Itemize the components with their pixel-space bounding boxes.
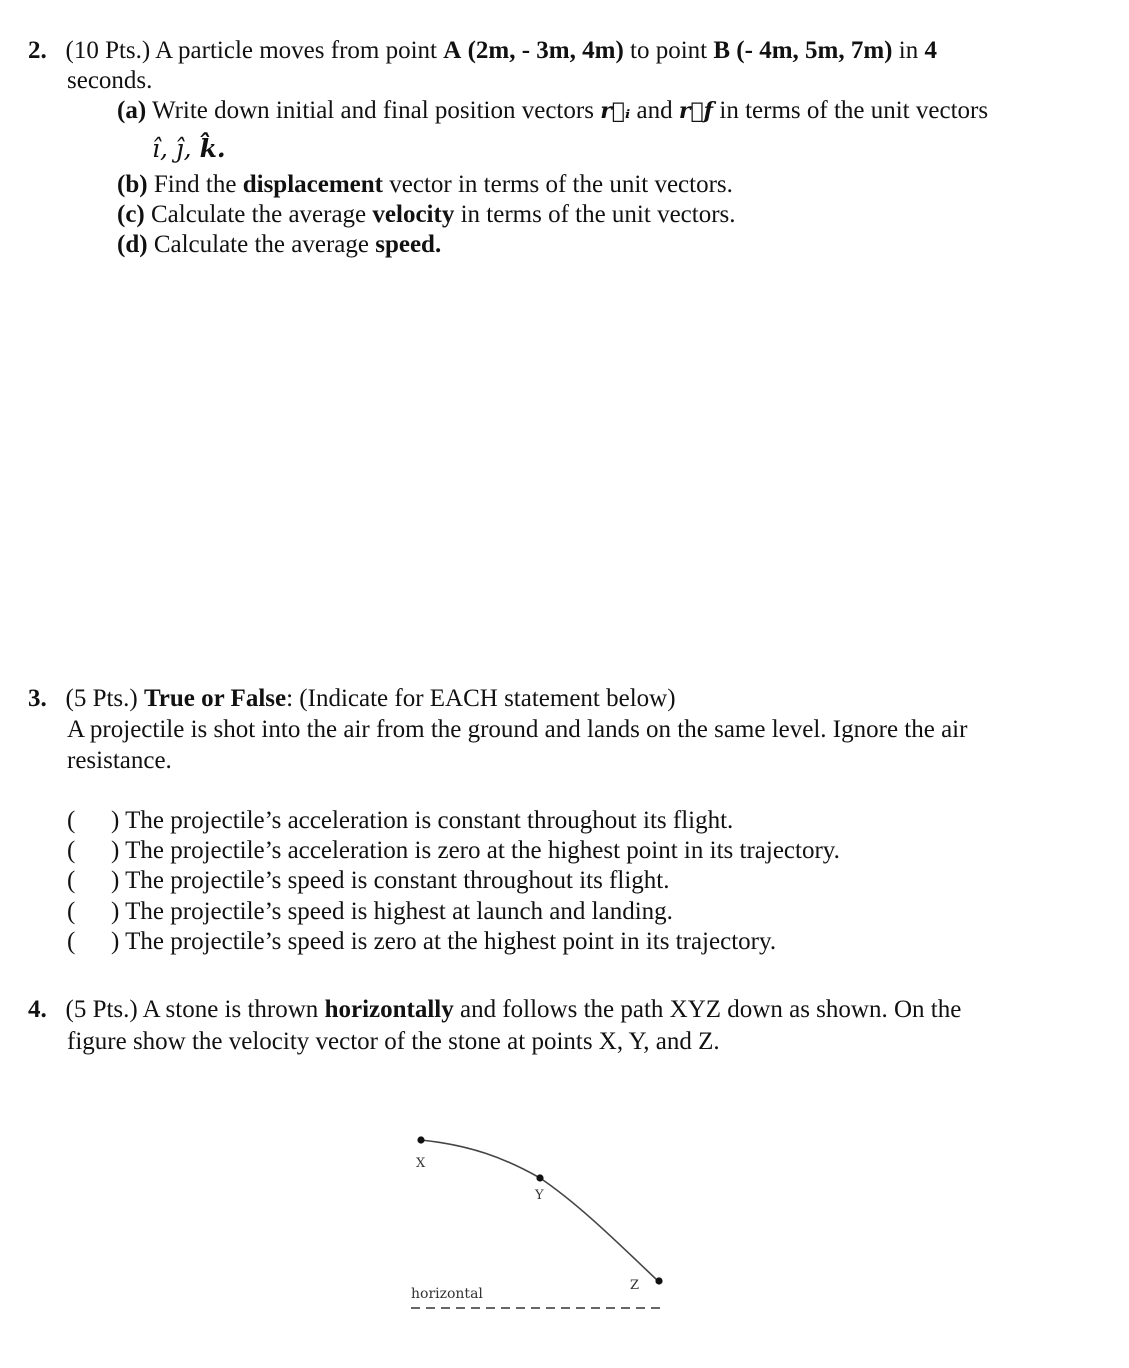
answer-blank-4[interactable]: (	[67, 898, 76, 925]
statement-text-2: ) The projectile’s acceleration is zero at the highest point in its trajectory.	[111, 837, 840, 864]
q2-b-post: vector in terms of the unit vectors.	[389, 171, 733, 198]
label-z: Z	[630, 1278, 640, 1293]
q4-line2: figure show the velocity vector of the stone at points X, Y, and Z.	[67, 1028, 720, 1055]
label-horizontal: horizontal	[411, 1286, 483, 1302]
statement-text-3: ) The projectile’s speed is constant throughout its flight.	[111, 867, 670, 894]
q3-line3: resistance.	[67, 747, 172, 774]
answer-blank-1[interactable]: (	[67, 807, 76, 834]
q2-line2: seconds.	[67, 67, 153, 94]
q2-point-a-label: A	[443, 37, 462, 64]
label-y: Y	[535, 1188, 544, 1203]
q2-c-pre: Calculate the average	[151, 201, 367, 228]
statement-text-5: ) The projectile’s speed is zero at the highest point in its trajectory.	[111, 928, 777, 955]
q2-points: (10 Pts.)	[65, 37, 151, 64]
unit-end: .	[216, 134, 226, 163]
q2-b-label: (b)	[117, 171, 148, 198]
q2-text-in: in	[898, 37, 919, 64]
q2-a-text1: Write down initial and final position vectors	[151, 97, 594, 124]
q2-text-to: to point	[630, 37, 708, 64]
answer-blank-5[interactable]: (	[67, 928, 76, 955]
answer-blank-3[interactable]: (	[67, 867, 76, 894]
q2-a-and: and	[636, 97, 673, 124]
q4-points: (5 Pts.)	[65, 996, 138, 1023]
q2-a-label: (a)	[117, 97, 147, 124]
answer-blank-2[interactable]: (	[67, 837, 76, 864]
q4-bold: horizontally	[324, 996, 454, 1023]
q2-a-text2: in terms of the unit vectors	[719, 97, 989, 124]
q3-points: (5 Pts.)	[65, 685, 138, 712]
trajectory-path	[421, 1140, 657, 1280]
q2-point-b-coords: (- 4m, 5m, 7m)	[736, 37, 893, 64]
q2-c-bold: velocity	[372, 201, 455, 228]
q2-point-a-coords: (2m, - 3m, 4m)	[467, 37, 624, 64]
q2-b-bold: displacement	[242, 171, 383, 198]
q2-c-label: (c)	[117, 201, 145, 228]
q4-number: 4.	[28, 996, 47, 1023]
q2-b-pre: Find the	[153, 171, 237, 198]
q2-c-post: in terms of the unit vectors.	[460, 201, 736, 228]
point-x-dot[interactable]	[417, 1136, 424, 1143]
q3-title-rest: : (Indicate for EACH statement below)	[286, 685, 676, 712]
unit-k: k̂	[199, 134, 217, 163]
q4-post: and follows the path XYZ down as shown. On the	[459, 996, 962, 1023]
q2-d-bold: speed	[375, 231, 435, 258]
q4-pre: A stone is thrown	[142, 996, 319, 1023]
q2-d-pre: Calculate the average	[153, 231, 369, 258]
q2-number: 2.	[28, 37, 47, 64]
q2-time-value: 4	[924, 37, 937, 64]
vector-rf: r⃗𝒇	[678, 98, 714, 124]
statement-text-4: ) The projectile’s speed is highest at launch and landing.	[111, 898, 673, 925]
unit-j: ĵ,	[175, 134, 192, 163]
unit-i: î,	[152, 134, 168, 163]
label-x: X	[416, 1156, 426, 1171]
q3-line2: A projectile is shot into the air from the ground and lands on the same level. Ignore the air	[67, 716, 968, 743]
q3-number: 3.	[28, 685, 47, 712]
q2-d-label: (d)	[117, 231, 148, 258]
point-z-dot[interactable]	[655, 1277, 662, 1284]
q2-point-b-label: B	[713, 37, 731, 64]
point-y-dot[interactable]	[536, 1174, 543, 1181]
statement-text-1: ) The projectile’s acceleration is constant throughout its flight.	[111, 807, 734, 834]
vector-ri: r⃗ᵢ	[600, 98, 631, 124]
q2-text-a: A particle moves from point	[155, 37, 437, 64]
q3-title-bold: True or False	[143, 685, 287, 712]
q2-d-post: .	[434, 231, 442, 258]
